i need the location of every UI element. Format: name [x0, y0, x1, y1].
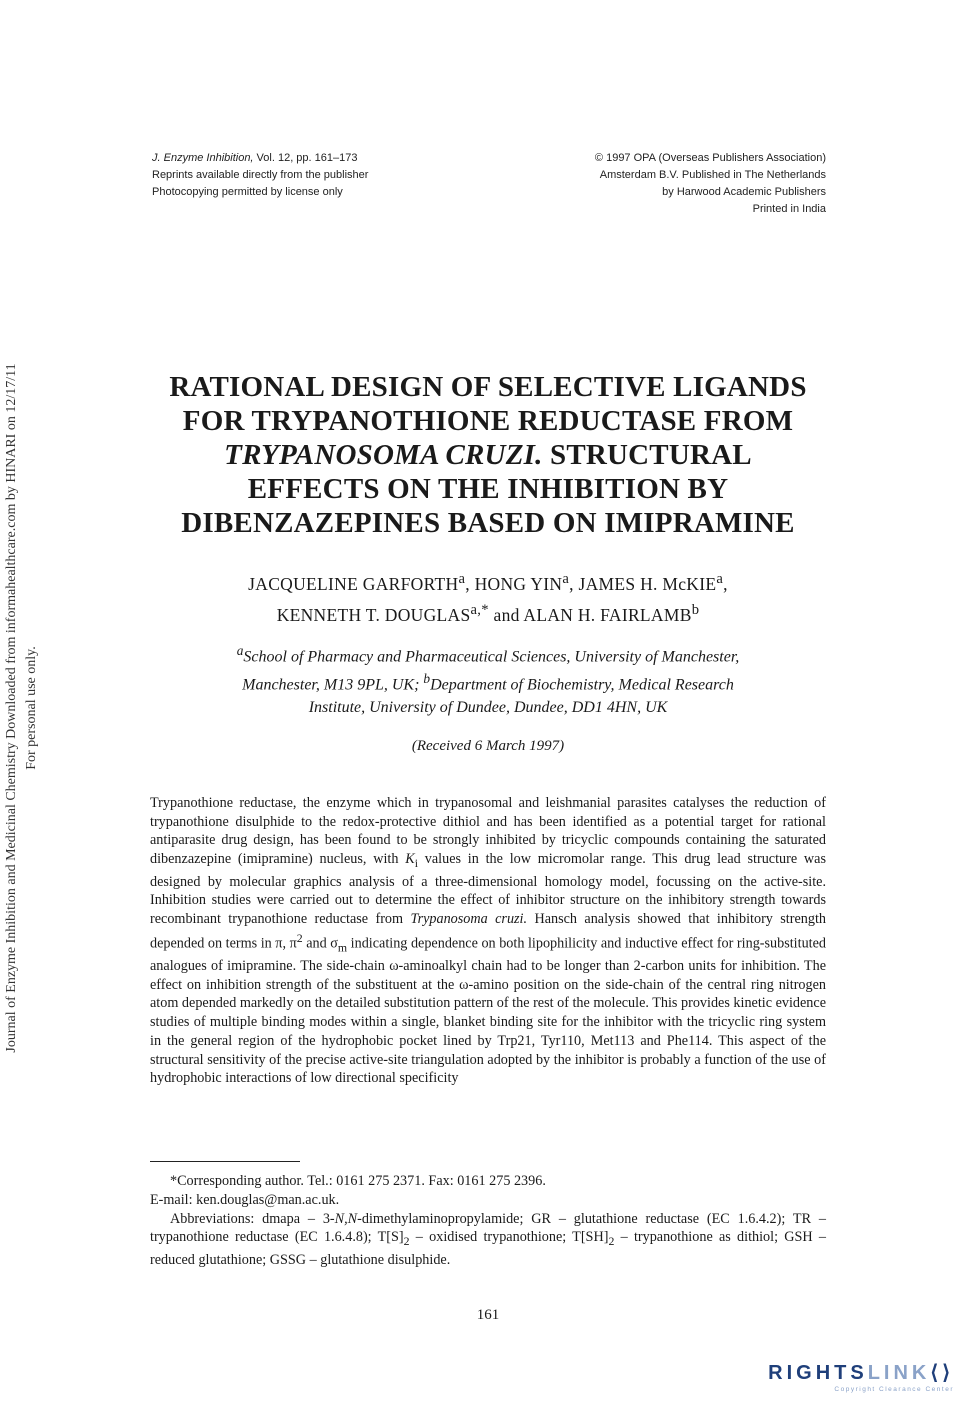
rightslink-wordmark: [768, 1360, 954, 1385]
article-title: [150, 370, 826, 540]
volume-pages: Vol. 12, pp. 161–173: [253, 152, 358, 164]
abbr-text: – trypanothione as dithiol; GSH – reduced glutathione; GSSG – glutathione disulphide.: [150, 1229, 826, 1269]
watermark-line-1: Journal of Enzyme Inhibition and Medicinal Chemistry Downloaded from informahealthcare.com by HINARI on 12/17/11: [4, 363, 19, 1053]
author-list: [150, 566, 826, 628]
abbr-text: Abbreviations: dmapa – 3-: [170, 1210, 335, 1227]
authors-line-2: [150, 597, 826, 628]
journal-name: J. Enzyme Inhibition,: [152, 152, 254, 164]
ki-symbol: K: [405, 851, 415, 868]
logo-rights: RIGHTS: [768, 1362, 868, 1384]
affiliation-line-1: [150, 640, 826, 668]
affiliation-text: School of Pharmacy and Pharmaceutical Sciences, University of Manchester,: [243, 648, 740, 666]
ki-subscript: i: [414, 855, 418, 870]
abstract: [150, 794, 826, 1088]
abbr-text: – oxidised trypanothione; T[SH]: [409, 1229, 609, 1246]
author-mckie: , JAMES H. McKIE: [569, 573, 717, 594]
title-line-4: EFFECTS ON THE INHIBITION BY: [247, 473, 729, 505]
author-sup: a,*: [470, 601, 489, 618]
author-sup: b: [691, 601, 700, 618]
logo-mark-icon: ⟨⟩: [930, 1362, 954, 1384]
affiliations: [150, 640, 826, 719]
email-note: E-mail: ken.douglas@man.ac.uk.: [150, 1191, 340, 1208]
title-line-3: [150, 438, 826, 472]
affiliation-sup-a: a: [236, 643, 244, 658]
sigma-subscript: m: [337, 940, 348, 955]
running-header-left: [152, 150, 368, 201]
printed-line: Printed in India: [752, 203, 826, 215]
abstract-text: Trypanothione reductase, the enzyme which in trypanosomal and leishmanial parasites catalyses the reduction of trypanothione disulphide to the redox-protective dithiol and has been identified as a potential target for rational antiparasite drug design, has been found to be strongly inhibited by tricyclic compounds containing the saturated dibenzazepine (imipramine) nucleus, with: [150, 795, 826, 868]
page-number: 161: [476, 1307, 500, 1323]
author-yin: , HONG YIN: [465, 573, 563, 594]
footnotes: [150, 1172, 826, 1270]
title-line-3-rest: STRUCTURAL: [542, 439, 752, 471]
corresponding-author-note: *Corresponding author. Tel.: 0161 275 2371. Fax: 0161 275 2396.: [170, 1173, 546, 1189]
reprints-note: Reprints available directly from the publisher: [152, 169, 369, 181]
abbr-subscript: 2: [403, 1234, 410, 1249]
title-species: TRYPANOSOMA CRUZI.: [224, 439, 543, 471]
author-separator: ,: [723, 573, 728, 594]
affiliation-text: Department of Biochemistry, Medical Research: [430, 676, 734, 694]
logo-link: LINK: [867, 1362, 931, 1384]
abbr-text: -dimethylaminopropylamide; GR – glutathione reductase (EC 1.6.4.2); TR – trypanothione reductase (EC 1.6.4.8); T[S]: [150, 1210, 826, 1246]
rightslink-logo[interactable]: [768, 1360, 954, 1393]
abbr-nn: N,N: [334, 1210, 358, 1227]
copyright-line: © 1997 OPA (Overseas Publishers Association): [594, 152, 826, 164]
species-name: Trypanosoma cruzi.: [410, 911, 528, 928]
affiliation-text: Manchester, M13 9PL, UK;: [242, 676, 424, 694]
abbreviations-note: [150, 1210, 826, 1270]
author-garforth: JACQUELINE GARFORTH: [248, 573, 459, 594]
harwood-line: by Harwood Academic Publishers: [662, 186, 826, 198]
author-sup: a: [458, 571, 466, 587]
logo-subtitle: Copyright Clearance Center: [834, 1386, 954, 1393]
authors-line-1: [150, 566, 826, 597]
publisher-line: Amsterdam B.V. Published in The Netherlands: [599, 169, 826, 181]
watermark-line-2: For personal use only.: [24, 646, 39, 770]
affiliation-line-3: Institute, University of Dundee, Dundee, DD1 4HN, UK: [308, 698, 668, 716]
abstract-text: and σ: [302, 935, 338, 952]
journal-citation: [152, 150, 368, 167]
received-date: (Received 6 March 1997): [411, 738, 565, 754]
title-line-1: RATIONAL DESIGN OF SELECTIVE LIGANDS: [169, 371, 807, 403]
photocopy-note: Photocopying permitted by license only: [152, 186, 343, 198]
author-fairlamb: and ALAN H. FAIRLAMB: [488, 604, 692, 625]
title-line-5: DIBENZAZEPINES BASED ON IMIPRAMINE: [181, 507, 795, 539]
abstract-text: indicating dependence on both lipophilicity and inductive effect for ring-substituted analogues of imipramine. The side-chain ω-aminoalkyl chain had to be longer than 2-carbon units for inhibition. The effect on inhibition strength of the substituent at the ω-amino position on the side-chain of the central ring nitrogen atom depended markedly on the detailed substitution pattern of the rest of the molecule. This provides kinetic evidence studies of multiple binding modes within a single, blanket binding site for the inhibitor with the tricyclic ring system in the general region of the hydrophobic pocket lined by Trp21, Tyr110, Met113 and Phe114. This aspect of the structural sensitivity of the precise active-site triangulation adopted by the inhibitor is probably a function of the use of hydrophobic interactions of low directional specificity: [150, 935, 826, 1087]
abbr-subscript: 2: [608, 1234, 615, 1249]
pi-squared-sup: 2: [296, 930, 303, 945]
affiliation-line-2: [150, 668, 826, 696]
author-sup: a: [562, 571, 570, 587]
footnote-rule: [150, 1161, 300, 1162]
affiliation-sup-b: b: [423, 671, 431, 687]
author-douglas: KENNETH T. DOUGLAS: [276, 604, 471, 625]
running-header-right: [595, 150, 826, 218]
title-line-2: FOR TRYPANOTHIONE REDUCTASE FROM: [182, 405, 794, 437]
author-sup: a: [716, 571, 724, 587]
download-watermark: [2, 288, 42, 1128]
abstract-text: Hansch analysis showed that inhibitory strength depended on terms in π, π: [150, 911, 826, 952]
abstract-text: values in the low micromolar range. This drug lead structure was designed by molecular graphics analysis of a three-dimensional homology model, focussing on the active-site. Inhibition studies were carried out to determine the effect of inhibitor structure on the inhibitory strength towards recombinant trypanothione reductase from: [150, 851, 826, 928]
